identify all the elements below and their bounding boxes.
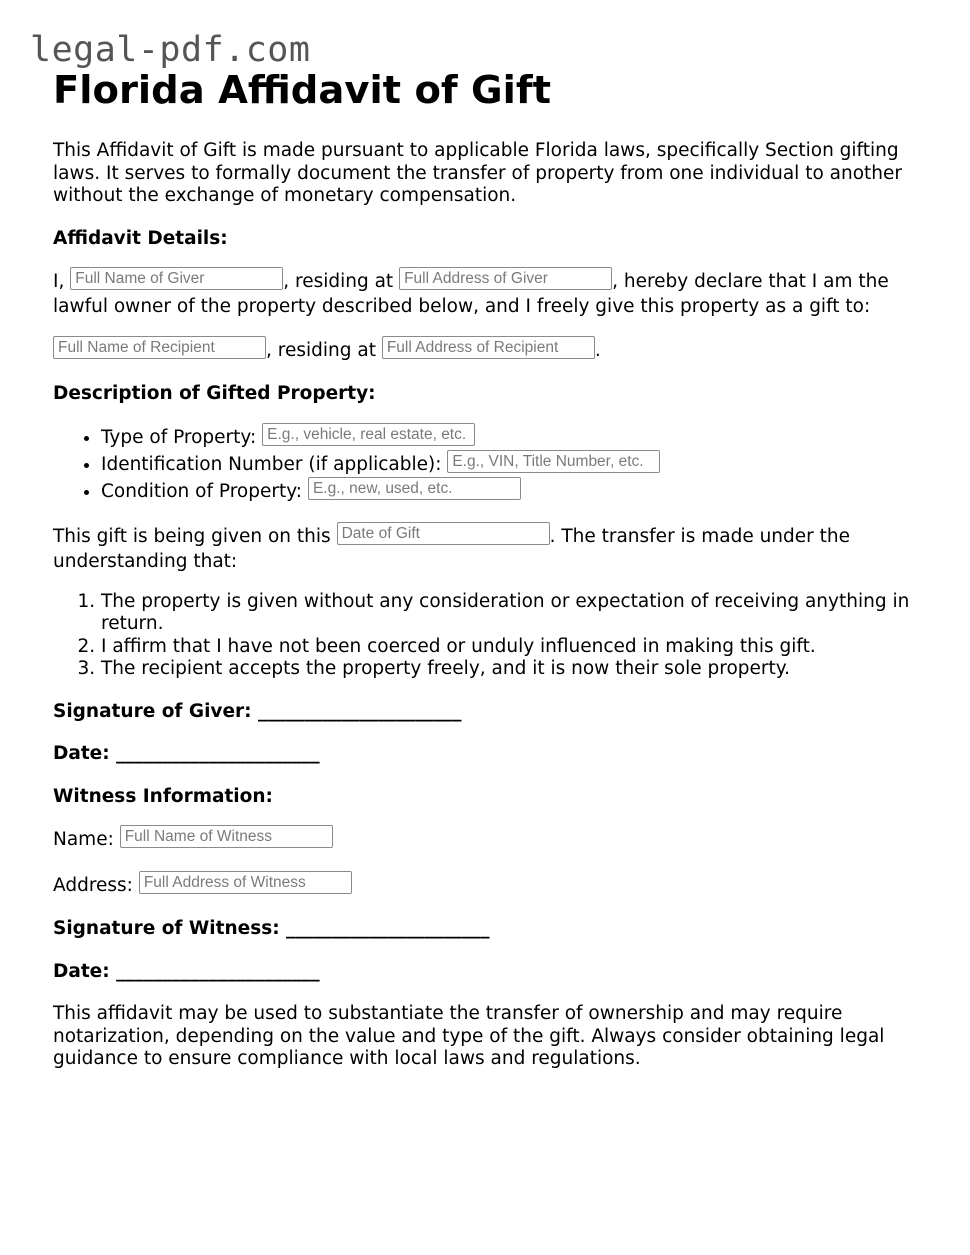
document-body: [53, 66, 933, 1071]
watermark: legal-pdf.com: [30, 30, 311, 70]
recipient-line: Full Name of Recipient , residing at Full Address of Recipient .: [53, 336, 933, 363]
outro-paragraph: This affidavit may be used to substantiate the transfer of ownership and may require notarization, depending on the value and type of the gift. Always consider obtaining legal guidance to ensure compliance with local laws and regulations.: [53, 1003, 885, 1069]
conditions-list: [53, 591, 933, 681]
giver-address-input[interactable]: Full Address of Giver: [399, 267, 612, 290]
property-heading: Description of Gifted Property:: [53, 383, 376, 404]
property-list: [53, 423, 933, 504]
list-item: 2. I affirm that I have not been coerced or unduly influenced in making this gift.: [101, 636, 933, 659]
witness-address-line: Address: Full Address of Witness: [53, 871, 933, 898]
property-type-input[interactable]: E.g., vehicle, real estate, etc.: [262, 423, 475, 446]
witness-address-input[interactable]: Full Address of Witness: [139, 871, 352, 894]
witness-heading: Witness Information:: [53, 785, 273, 807]
recipient-address-input[interactable]: Full Address of Recipient: [382, 336, 595, 359]
list-item: 1. The property is given without any consideration or expectation of receiving anything in return.: [101, 591, 933, 636]
gift-date-paragraph: This gift is being given on this Date of Gift . The transfer is made under the understanding that:: [53, 522, 933, 574]
page-title: Florida Affidavit of Gift: [53, 68, 551, 113]
giver-date-line: Date: ______________________: [53, 743, 320, 764]
affidavit-details-heading: Affidavit Details:: [53, 227, 228, 249]
identification-number-input[interactable]: E.g., VIN, Title Number, etc.: [447, 450, 660, 473]
giver-name-input[interactable]: Full Name of Giver: [70, 267, 283, 290]
list-item: 3. The recipient accepts the property freely, and it is now their sole property.: [101, 658, 933, 681]
gift-date-input[interactable]: Date of Gift: [337, 522, 550, 545]
witness-date-line: Date: ______________________: [53, 960, 320, 982]
witness-name-input[interactable]: Full Name of Witness: [120, 825, 333, 848]
witness-name-line: Name: Full Name of Witness: [53, 825, 933, 852]
list-item: • Identification Number (if applicable): E.g., VIN, Title Number, etc.: [101, 450, 933, 477]
list-item: • Type of Property: E.g., vehicle, real estate, etc.: [101, 423, 933, 450]
recipient-name-input[interactable]: Full Name of Recipient: [53, 336, 266, 359]
property-condition-input[interactable]: E.g., new, used, etc.: [308, 477, 521, 500]
giver-signature-line: Signature of Giver: ______________________: [53, 700, 462, 722]
witness-signature-line: Signature of Witness: ______________________: [53, 918, 490, 939]
list-item: • Condition of Property: E.g., new, used, etc.: [101, 477, 933, 504]
intro-paragraph: This Affidavit of Gift is made pursuant to applicable Florida laws, specifically Section gifting laws. It serves to formally document the transfer of property from one individual to another without the exchange of monetary compensation.: [53, 140, 902, 206]
declaration-paragraph: I, Full Name of Giver , residing at Full Address of Giver , hereby declare that I am the lawful owner of the property described below, and I freely give this property as a gift to:: [53, 267, 933, 319]
